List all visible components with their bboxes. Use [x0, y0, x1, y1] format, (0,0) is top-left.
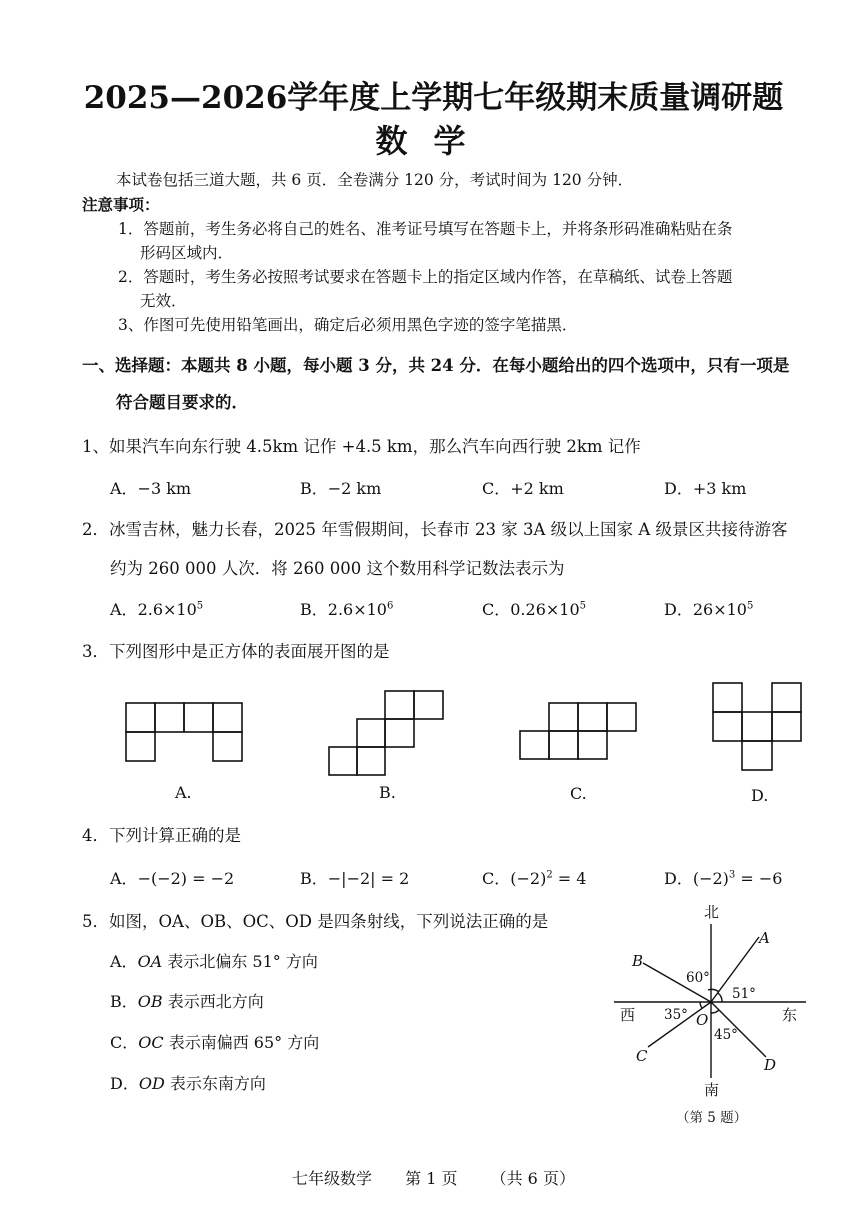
footer-page-number: 第 1 页	[405, 1169, 458, 1188]
q3-label-d: D.	[751, 786, 769, 805]
footer-subject: 七年级数学	[292, 1169, 373, 1188]
label-north: 北	[704, 903, 720, 921]
q2-option-c: C．$0.26\times 10^5$	[482, 600, 587, 619]
angle-arc-a	[718, 993, 722, 1002]
label-point-d: D	[764, 1056, 777, 1074]
label-point-a: A	[759, 929, 770, 947]
q2-stem-line2: 约为 260 000 人次．将 260 000 这个数用科学记数法表示为	[110, 559, 565, 578]
angle-label-45: 45°	[714, 1027, 738, 1043]
note-1-line1: 1．答题前，考生务必将自己的姓名、准考证号填写在答题卡上，并将条形码准确粘贴在条	[118, 220, 733, 238]
label-south: 南	[704, 1081, 720, 1099]
q5-option-a: A．OA 表示北偏东 51° 方向	[110, 952, 318, 971]
angle-arc-b	[708, 989, 719, 992]
q4-stem: 4．下列计算正确的是	[82, 826, 241, 845]
net-figure-b	[329, 691, 443, 775]
angle-arc-d	[711, 1010, 719, 1013]
net-figure-a	[126, 703, 242, 761]
label-west: 西	[620, 1006, 636, 1024]
net-figure-d	[713, 683, 801, 770]
exam-intro: 本试卷包括三道大题，共 6 页．全卷满分 120 分，考试时间为 120 分钟．	[116, 171, 634, 189]
q3-label-a: A.	[175, 783, 192, 802]
q2-stem-line1: 2．冰雪吉林，魅力长春，2025 年雪假期间，长春市 23 家 3A 级以上国家 A 级景区共接待游客	[82, 520, 788, 539]
q1-option-a: A．−3 km	[110, 479, 192, 498]
q4-option-a: A．−(−2) = −2	[110, 869, 235, 888]
q5-option-d: D．OD 表示东南方向	[110, 1074, 266, 1093]
q4-option-d: D．$(-2)^3 = -6$	[664, 869, 783, 888]
q5-stem: 5．如图，OA、OB、OC、OD 是四条射线，下列说法正确的是	[82, 912, 549, 931]
q1-option-b: B．−2 km	[300, 479, 382, 498]
note-1-line2: 形码区域内．	[140, 244, 234, 262]
section1-heading-line1: 一、选择题：本题共 8 小题，每小题 3 分，共 24 分．在每小题给出的四个选项中，只有一项是	[82, 356, 790, 375]
note-2-line1: 2．答题时，考生务必按照考试要求在答题卡上的指定区域内作答，在草稿纸、试卷上答题	[118, 268, 733, 286]
q1-option-d: D．+3 km	[664, 479, 747, 498]
label-point-b: B	[632, 952, 644, 970]
q3-label-c: C.	[570, 784, 587, 803]
q3-stem: 3．下列图形中是正方体的表面展开图的是	[82, 642, 390, 661]
angle-label-51: 51°	[732, 986, 756, 1002]
note-3-line1: 3、作图可先使用铅笔画出，确定后必须用黑色字迹的签字笔描黑．	[118, 316, 578, 334]
subject-title: 数学	[375, 122, 492, 160]
angle-label-60: 60°	[686, 970, 710, 986]
label-origin: O	[696, 1011, 709, 1029]
q3-figures	[0, 670, 867, 810]
q1-stem: 1、如果汽车向东行驶 4.5km 记作 +4.5 km，那么汽车向西行驶 2km 记作	[82, 437, 641, 456]
angle-arc-c	[700, 1002, 702, 1008]
q3-label-b: B.	[379, 783, 396, 802]
q2-option-b: B．$2.6\times 10^6$	[300, 600, 394, 619]
q4-option-b: B．−|−2| = 2	[300, 869, 410, 888]
figure-5-caption: （第 5 题）	[676, 1110, 748, 1126]
net-figure-c	[520, 703, 636, 759]
q5-compass-figure	[610, 900, 825, 1132]
notes-heading: 注意事项：	[82, 195, 160, 214]
note-2-line2: 无效．	[140, 292, 187, 310]
angle-label-35: 35°	[664, 1007, 688, 1023]
footer-total-pages: （共 6 页）	[490, 1169, 575, 1188]
exam-title: 2025—2026学年度上学期七年级期末质量调研题	[83, 80, 784, 116]
label-east: 东	[782, 1006, 798, 1024]
q5-option-c: C．OC 表示南偏西 65° 方向	[110, 1033, 320, 1052]
q4-option-c: C．$(-2)^2 = 4$	[482, 869, 587, 888]
label-point-c: C	[636, 1047, 648, 1065]
q2-option-d: D．$26\times 10^5$	[664, 600, 754, 619]
page-footer	[0, 1166, 867, 1189]
q2-option-a: A．$2.6\times 10^5$	[110, 600, 204, 619]
section1-heading-line2: 符合题目要求的．	[116, 393, 248, 412]
q5-option-b: B．OB 表示西北方向	[110, 992, 264, 1011]
q1-option-c: C．+2 km	[482, 479, 564, 498]
